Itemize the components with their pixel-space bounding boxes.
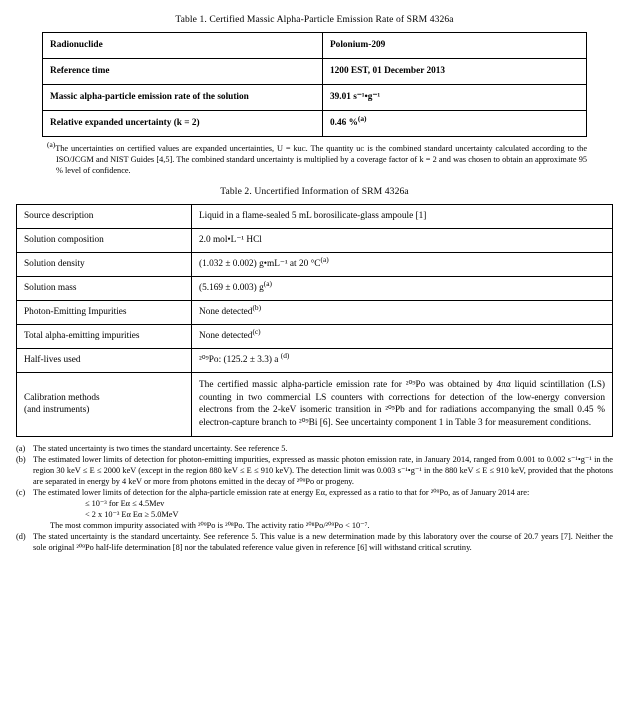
table2-value-text: None detected (199, 307, 253, 318)
table2-value-solution-density (192, 252, 613, 276)
table1-footnote-text: The uncertainties on certified values are expanded uncertainties, U = kuᴄ. The quantity uᴄ is the combined standard uncertainty calculated according to the ISO/JCGM and NIST Guides [4,5]. The combined standard uncertainty is multiplied by a coverage factor of k = 2 and was chosen to obtain an approximate 95 % level of confidence. (55, 144, 587, 175)
table2-footnotes (16, 443, 613, 553)
table2-value-source-description (192, 204, 613, 228)
footnote-mark-d: (d) (16, 532, 26, 542)
table-row (17, 372, 613, 436)
table-row (17, 204, 613, 228)
table1-label-reference-time: Reference time (43, 59, 323, 85)
table-row (17, 324, 613, 348)
table2-label-source-description: Source description (17, 204, 192, 228)
table2-value-photon-impurities (192, 300, 613, 324)
table1-value-emission-rate: 39.01 s⁻¹•g⁻¹ (323, 85, 587, 111)
footnote-b (16, 454, 613, 487)
table2-value-text: Liquid in a flame-sealed 5 mL borosilicate-glass ampoule [1] (199, 211, 427, 222)
footnote-d-text: The stated uncertainty is the standard uncertainty. See reference 5. This value is a new determination made by this laboratory over the course of 20.7 years [7]. Neither the sole original ²⁰⁹Po half-life determination [8] nor the tabulated reference value given in reference [6] will withstand critical scrutiny. (33, 532, 613, 553)
footnote-mark: (a) (320, 255, 329, 265)
footnote-mark-b: (b) (16, 455, 26, 465)
table2-value-text: ²⁰⁹Po: (125.2 ± 3.3) a (199, 355, 281, 366)
table1-label-emission-rate: Massic alpha-particle emission rate of the solution (43, 85, 323, 111)
table2-label-photon-impurities: Photon-Emitting Impurities (17, 300, 192, 324)
calibration-label-line2: (and instruments) (24, 405, 90, 416)
table2-label-alpha-impurities: Total alpha-emitting impurities (17, 324, 192, 348)
table2-value-alpha-impurities (192, 324, 613, 348)
table2-label-calibration-methods (17, 372, 192, 436)
table1-label-radionuclide: Radionuclide (43, 33, 323, 59)
footnote-a (16, 443, 613, 454)
table-row (17, 348, 613, 372)
footnote-d (16, 531, 613, 553)
footnote-c-line1: ≤ 10⁻³ for Eα ≤ 4.5Mev (85, 499, 165, 509)
table-row (43, 111, 587, 137)
table2-value-text: (5.169 ± 0.003) g (199, 283, 264, 294)
footnote-a-text: The stated uncertainty is two times the standard uncertainty. See reference 5. (33, 444, 288, 454)
footnote-mark: (b) (252, 303, 262, 313)
table2-value-half-lives (192, 348, 613, 372)
table2-label-half-lives: Half-lives used (17, 348, 192, 372)
footnote-c-tail: The most common impurity associated with ²⁰⁹Po is ²⁰⁸Po. The activity ratio ²⁰⁸Po/²⁰⁹Po < 10⁻⁷. (50, 521, 370, 531)
footnote-b-text: The estimated lower limits of detection for photon-emitting impurities, expressed as massic photon emission rate, in January 2014, ranged from 0.001 to 0.002 s⁻¹•g⁻¹ in the region 30 keV ≤ E ≤ 2000 keV (except in the region 880 keV ≤ E ≤ 910 keV). The detection limit was 0.003 s⁻¹•g⁻¹ in the 880 keV ≤ E ≤ 910 keV, provided that the photons are separated in energy by 4 keV or more from photons emitted in the decay of ²⁰⁹Po or progeny. (33, 455, 613, 487)
table-row (17, 228, 613, 252)
table2 (16, 204, 613, 437)
table2-value-text: (1.032 ± 0.002) g•mL⁻¹ at 20 °C (199, 259, 321, 270)
table2-value-calibration-methods: The certified massic alpha-particle emission rate for ²⁰⁹Po was obtained by 4πα liquid scintillation (LS) counting in two commercial LS counters with corrections for detection of the low-energy conversion electrons from the 2-keV isomeric transition in ²⁰⁵Pb and for radiations accompanying the small 0.45 % electron-capture branch to ²⁰⁹Bi [6]. See uncertainty component 1 in Table 3 for measurement conditions. (192, 372, 613, 436)
table1-value-reference-time: 1200 EST, 01 December 2013 (323, 59, 587, 85)
table1-value-uncertainty (323, 111, 587, 137)
table2-value-text: None detected (199, 331, 253, 342)
table1-caption: Table 1. Certified Massic Alpha-Particle Emission Rate of SRM 4326a (175, 14, 454, 25)
footnote-mark: (a) (47, 140, 56, 150)
footnote-c-line2: < 2 x 10⁻³ Eα Eα ≥ 5.0MeV (85, 510, 179, 520)
table-row (43, 33, 587, 59)
footnote-mark-a: (a) (16, 444, 26, 454)
table-row (43, 85, 587, 111)
calibration-label-line1: Calibration methods (24, 393, 100, 404)
table1-value-uncertainty-text: 0.46 % (330, 118, 358, 129)
table2-caption: Table 2. Uncertified Information of SRM 4326a (220, 185, 409, 197)
table-row (17, 300, 613, 324)
footnote-mark: (d) (280, 351, 290, 361)
table1 (42, 32, 587, 137)
footnote-c-text: The estimated lower limits of detection for the alpha-particle emission rate at energy Eα, expressed as a ratio to that for ²⁰⁹Po, as of January 2014 are: (33, 488, 530, 498)
table1-label-uncertainty-text: Relative expanded uncertainty (k = 2) (50, 118, 200, 129)
table2-value-solution-mass (192, 276, 613, 300)
table1-footnote-row (42, 140, 587, 177)
footnote-mark: (c) (252, 327, 261, 337)
table2-value-text: 2.0 mol•L⁻¹ HCl (199, 235, 262, 246)
table2-label-solution-density: Solution density (17, 252, 192, 276)
table-row (17, 252, 613, 276)
table-row (17, 276, 613, 300)
footnote-mark: (a) (263, 279, 272, 289)
table2-label-solution-mass: Solution mass (17, 276, 192, 300)
table1-value-radionuclide: Polonium-209 (323, 33, 587, 59)
table1-footnote (42, 140, 587, 177)
table2-label-solution-composition: Solution composition (17, 228, 192, 252)
footnote-mark-a: (a) (357, 114, 367, 124)
footnote-mark-c: (c) (16, 488, 26, 498)
table-row (43, 59, 587, 85)
footnote-c (16, 487, 613, 531)
table2-value-solution-composition (192, 228, 613, 252)
table1-label-uncertainty (43, 111, 323, 137)
